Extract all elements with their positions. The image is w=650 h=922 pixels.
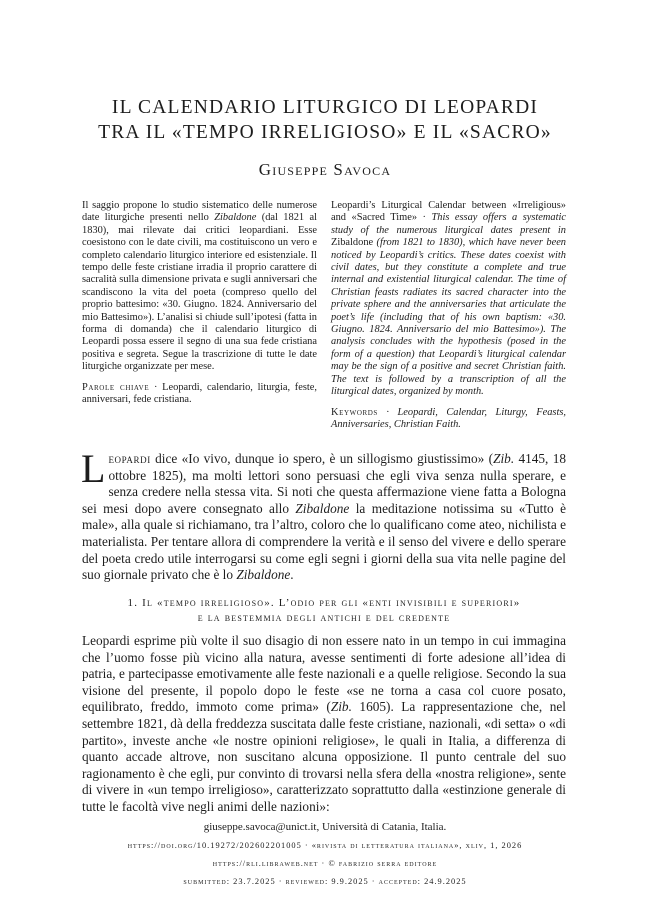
author-name: Giuseppe Savoca [258,160,392,179]
intro-paragraph: Leopardi dice «Io vivo, dunque io spero, è un sillogismo giustissimo» (Zib. 4145, 18 ottobre 1825), ma molti lettori sono persuasi che egli viva senza nulla sperare, e senza credere nella stessa vita. Si noti che questa affermazione viene fatta a Bologna sei mesi dopo avere consegnato allo Zibaldone la meditazione notissima su «Tutto è male», alla quale si richiamano, tra l’altro, coloro che lo qualificano come ateo, nichilista e materialista. Per tentare allora di comprendere la verità e il senso del vivere e dello sperare del poeta credo utile interrogarsi su come egli segni i giorni della sua vita nelle pagine del suo giornale privato che è lo Zibaldone. [81,446,566,583]
article-title [0,95,650,145]
abstract-english [331,200,566,431]
abstract-english-text: Leopardi’s Liturgical Calendar between «Irreligious» and «Sacred Time» · This essay offers a systematic study of the numerous liturgical dates present in Zibaldone (from 1821 to 1830), which have never been noticed by Leopardi’s critics. These dates coexist with civil dates, but they constitute a complete and true internal and existential liturgical calendar. The time of Christian feasts radiates its sacred character into the private sphere and the anniversaries that articulate the poet’s life (including that of his own baptism: «30. Giugno. 1824. Anniversario del mio Battesimo»). The analysis concludes with the hypothesis (posed in the form of a question) that Leopardi’s liturgical calendar may be the sign of a positive and secret Christian faith. The text is followed by a transcription of all the liturgical dates, organized by month. [331,200,566,398]
section-heading-line-1: 1. Il «tempo irreligioso». L’odio per gli «enti invisibili e superiori» [127,597,521,609]
body-paragraph: Leopardi esprime più volte il suo disagio di non essere nato in un tempo in cui immagina che l’uomo fosse più vicino alla natura, avesse sentimenti di forte adesione all’idea di patria, e partecipasse emotivamente alle feste nazionali e a quelle religiose. Secondo la sua visione del presente, il popolo dopo le feste «se ne torna a casa col cuore posato, equilibrato, freddo, immoto come prima» (Zib. 1605). La rappresentazione che, nel settembre 1821, dà della freddezza suscitata dalle feste cristiane, nazionali, «di setta» o «di partito», investe anche «le nostre opinioni religiose», le quali in Italia, a differenza di quanto accade altrove, non suscitano alcuna opposizione. Il punto centrale del suo ragionamento è che egli, pur convinto di trovarsi nella sfera della «nostra religione», sente di vivere in «un tempo irreligioso», caratterizzato soprattutto dalla «estinzione generale di tutte le facoltà vive negli animi delle nazioni»: [82,633,566,814]
publisher-line: https://rli.libraweb.net · © fabrizio serra editore [212,859,438,868]
abstract-italian-text: Il saggio propone lo studio sistematico delle numerose date liturgiche presenti nello Zibaldone (dal 1821 al 1830), mai rilevate dai critici leopardiani. Esse coesistono con le date civili, ma costituiscono un vero e completo calendario liturgico interiore ed esistenziale. Il tempo delle feste cristiane irradia il proprio carattere di sacralità sulla dimensione privata e sugli anniversari che scandiscono la vita del poeta (compreso quello del proprio battesimo: «30. Giugno. 1824. Anniversario del mio Battesimo»). L’analisi si chiude sull’ipotesi (fatta in forma di domanda) che il calendario liturgico di Leopardi possa essere il segno di una sua fede cristiana positiva e segreta. Segue la trascrizione di tutte le date liturgiche organizzate per mese. [82,200,317,373]
keywords-italian-label: Parole chiave [82,381,150,393]
abstract-italian [82,200,317,407]
submission-dates: submitted: 23.7.2025 · reviewed: 9.9.2025 · accepted: 24.9.2025 [183,877,467,886]
title-line-2: TRA IL «TEMPO IRRELIGIOSO» E IL «SACRO» [98,122,552,143]
abstract-english-heading: Leopardi’s Liturgical Calendar between «Irreligious» and «Sacred Time» · [331,200,566,224]
drop-cap: L [81,446,106,491]
title-line-1: IL CALENDARIO LITURGICO DI LEOPARDI [111,97,539,118]
keywords-english: Keywords · Leopardi, Calendar, Liturgy, Feasts, Anniversaries, Christian Faith. [331,406,566,430]
keywords-italian: Parole chiave · Leopardi, calendario, liturgia, feste, anniversari, fede cristiana. [82,381,318,406]
section-heading [82,596,566,626]
keywords-english-label: Keywords [331,406,378,418]
doi-journal-line: https://doi.org/10.19272/202602201005 · «rivista di letteratura italiana», xliv, 1, 2026 [127,841,523,850]
section-heading-line-2: e la bestemmia degli antichi e del credente [197,612,451,624]
author-email-affiliation: giuseppe.savoca@unict.it, Università di Catania, Italia. [203,821,447,833]
